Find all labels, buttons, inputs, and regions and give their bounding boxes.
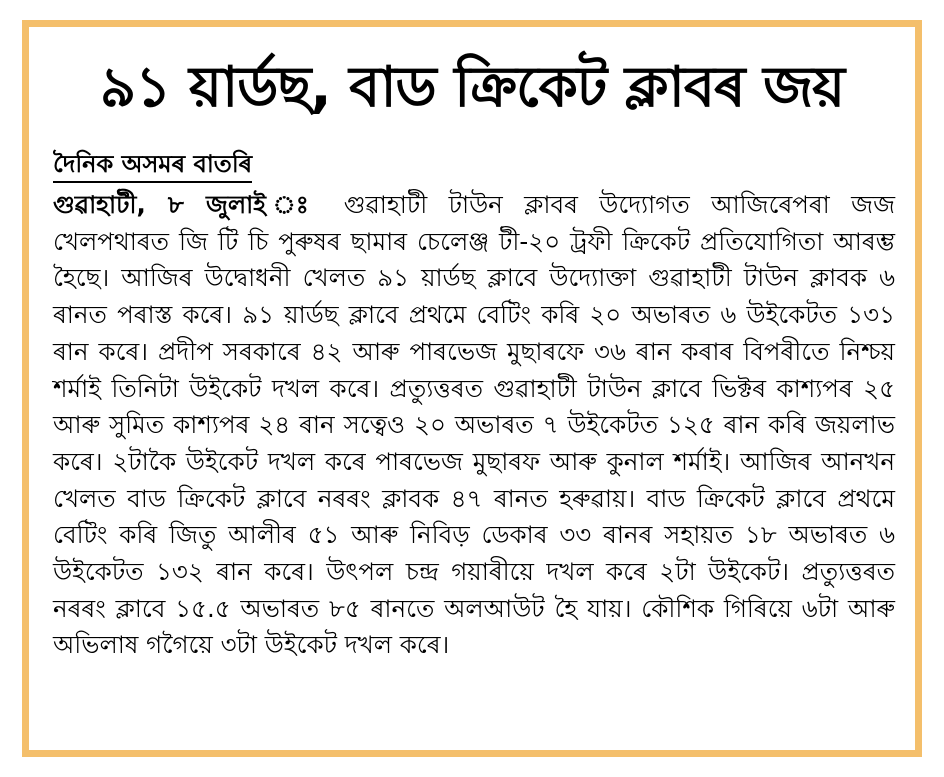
article-text: গুৱাহাটী টাউন ক্লাবৰ উদ্যোগত আজিৰেপৰা জজ খেলপথাৰত জি টি চি পুৰুষৰ ছামাৰ চেলেঞ্জ টী-২০ ট্ৰফী ক্ৰিকেট প্ৰতিযোগিতা আৰম্ভ হৈছে। আজিৰ উদ্বোধনী খেলত ৯১ য়াৰ্ডছ ক্লাবে উদ্যোক্তা গুৱাহাটী টাউন ক্লাবক ৬ ৰানত পৰাস্ত কৰে। ৯১ য়াৰ্ডছ ক্লাবে প্ৰথমে বেটিং কৰি ২০ অভাৰত ৬ উইকেটত ১৩১ ৰান কৰে। প্ৰদীপ সৰকাৰে ৪২ আৰু পাৰভেজ মুছাৰফে ৩৬ ৰান কৰাৰ বিপৰীতে নিশ্চয় শৰ্মাই তিনিটা উইকেট দখল কৰে। প্ৰত্যুত্তৰত গুৱাহাটী টাউন ক্লাবে ভিক্টৰ কাশ্যপৰ ২৫ আৰু সুমিত কাশ্যপৰ ২৪ ৰান সত্বেও ২০ অভাৰত ৭ উইকেটত ১২৫ ৰান কৰি জয়লাভ কৰে। ২টাকৈ উইকেট দখল কৰে পাৰভেজ মুছাৰফ আৰু কুনাল শৰ্মাই। আজিৰ আনখন খেলত বাড ক্ৰিকেট ক্লাবে নৰৰং ক্লাবক ৪৭ ৰানত হৰুৱায়। বাড ক্ৰিকেট ক্লাবে প্ৰথমে বেটিং কৰি জিতু আলীৰ ৫১ আৰু নিবিড় ডেকাৰ ৩৩ ৰানৰ সহায়ত ১৮ অভাৰত ৬ উইকেটত ১৩২ ৰান কৰে। উৎপল চন্দ্ৰ গয়াৰীয়ে দখল কৰে ২টা উইকেট। প্ৰত্যুত্তৰত নৰৰং ক্লাবে ১৫.৫ অভাৰত ৮৫ ৰানতে অলআউট হৈ যায়। কৌশিক গিৰিয়ে ৬টা আৰু অভিলাষ গগৈয়ে ৩টা উইকেট দখল কৰে। bbox=[53, 190, 895, 660]
article-headline: ৯১ য়াৰ্ডছ, বাড ক্ৰিকেট ক্লাবৰ জয় bbox=[99, 55, 845, 120]
article-dateline: গুৱাহাটী, ৮ জুলাই ঃ bbox=[53, 190, 323, 219]
article-byline: দৈনিক অসমৰ বাতৰি bbox=[53, 149, 252, 183]
news-clipping-frame bbox=[22, 20, 922, 757]
article-body bbox=[53, 187, 895, 664]
